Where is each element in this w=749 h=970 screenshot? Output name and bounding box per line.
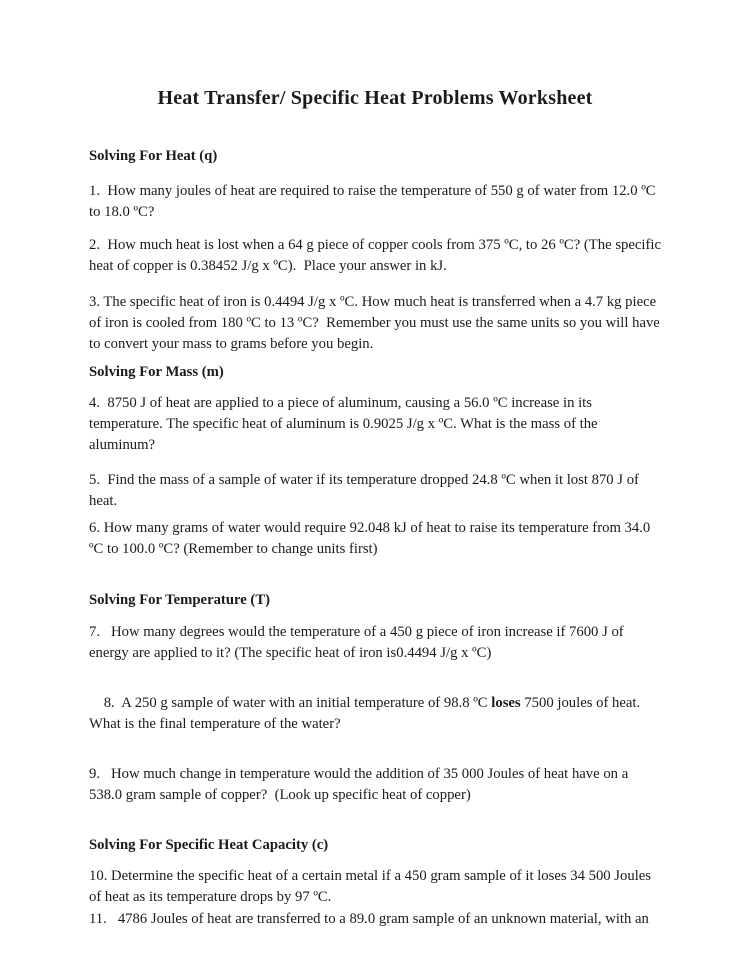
problem-4: 4. 8750 J of heat are applied to a piece of aluminum, causing a 56.0 ºC increase in its temperature. The specific heat of aluminum is 0.9025 J/g x ºC. What is the mass of the aluminum?	[89, 395, 602, 453]
problem-8-text-after: 7500 joules of heat. What is the final temperature of the water?	[89, 695, 644, 732]
problem-1: 1. How many joules of heat are required to raise the temperature of 550 g of water from 12.0 ºC to 18.0 ºC?	[89, 183, 660, 220]
section-heading-specific-heat: Solving For Specific Heat Capacity (c)	[89, 837, 329, 853]
section-heading-mass: Solving For Mass (m)	[89, 364, 224, 380]
problem-8-bold-word: loses	[491, 695, 521, 711]
problem-6: 6. How many grams of water would require 92.048 kJ of heat to raise its temperature from 34.0 ºC to 100.0 ºC? (Remember to change units first)	[89, 520, 654, 557]
problem-2: 2. How much heat is lost when a 64 g piece of copper cools from 375 ºC, to 26 ºC? (The specific heat of copper is 0.38452 J/g x ºC). Place your answer in kJ.	[89, 237, 665, 274]
section-heading-temperature: Solving For Temperature (T)	[89, 592, 271, 608]
problem-7: 7. How many degrees would the temperature of a 450 g piece of iron increase if 7600 J of energy are applied to it? (The specific heat of iron is0.4494 J/g x ºC)	[89, 624, 628, 661]
section-heading-heat: Solving For Heat (q)	[89, 148, 218, 164]
page-title: Heat Transfer/ Specific Heat Problems Worksheet	[157, 87, 593, 109]
problem-8-text-before: 8. A 250 g sample of water with an initial temperature of 98.8 ºC	[103, 695, 492, 711]
problem-8	[89, 672, 661, 756]
problem-11: 11. 4786 Joules of heat are transferred to a 89.0 gram sample of an unknown material, with an	[89, 911, 649, 927]
problem-9: 9. How much change in temperature would the addition of 35 000 Joules of heat have on a 538.0 gram sample of copper? (Look up specific heat of copper)	[89, 766, 632, 803]
problem-3: 3. The specific heat of iron is 0.4494 J/g x ºC. How much heat is transferred when a 4.7 kg piece of iron is cooled from 180 ºC to 13 ºC? Remember you must use the same units so you will have to convert your mass to grams before you begin.	[89, 294, 664, 352]
problem-10: 10. Determine the specific heat of a certain metal if a 450 gram sample of it loses 34 500 Joules of heat as its temperature drops by 97 ºC.	[89, 868, 655, 905]
problem-5: 5. Find the mass of a sample of water if its temperature dropped 24.8 ºC when it lost 870 J of heat.	[89, 472, 643, 509]
